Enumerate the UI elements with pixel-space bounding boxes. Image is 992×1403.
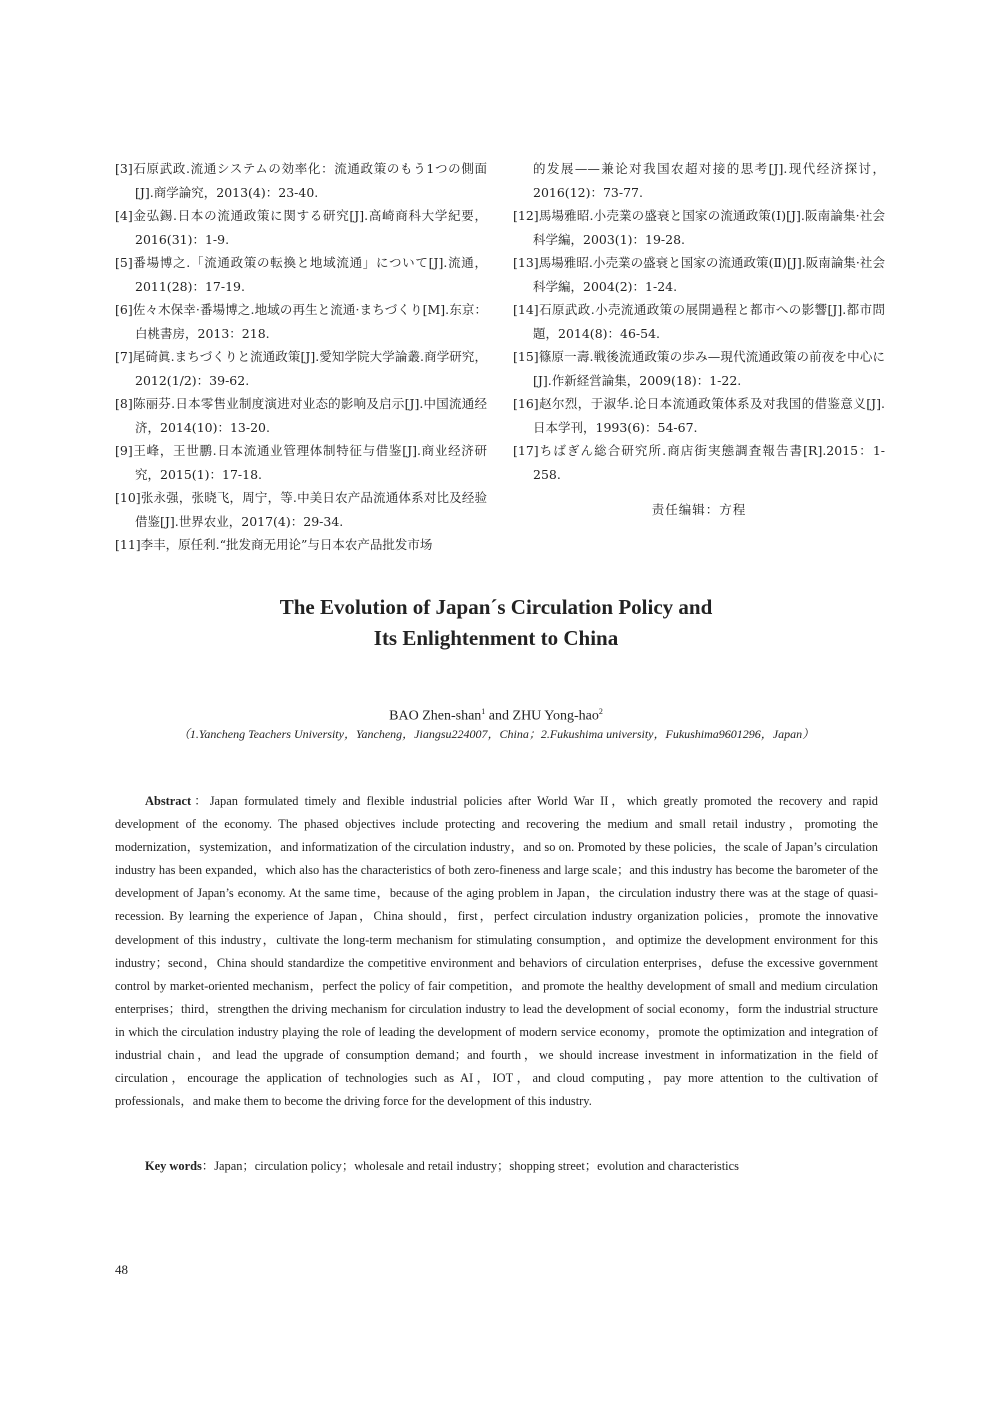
references-section [115,157,885,557]
abstract [115,790,878,1113]
paper-title [0,592,992,654]
abstract-label: Abstract [145,794,192,808]
reference-9: [9]王峰，王世鹏.日本流通业管理体制特征与借鉴[J].商业经济研究，2015(1)：17-18. [115,443,487,482]
paper-title-line-1: The Evolution of Japan´s Circulation Policy and [279,595,713,619]
reference-16: [16]赵尔烈，于淑华.论日本流通政策体系及对我国的借鉴意义[J].日本学刊，1993(6)：54-67. [513,396,885,435]
keywords-label: Key words [145,1159,202,1173]
references-left-column [115,157,487,557]
keywords-text: Japan；circulation policy；wholesale and retail industry；shopping street；evolution and characteristics [214,1159,739,1173]
reference-7: [7]尾碕眞.まちづくりと流通政策[J].愛知学院大学論叢.商学研究，2012(1/2)：39-62. [115,349,487,388]
reference-4: [4]金弘錫.日本の流通政策に関する研究[J].高崎商科大学紀要，2016(31)：1-9. [115,208,487,247]
reference-11: [11]李丰，原任利.“批发商无用论”与日本农产品批发市场 [115,537,433,552]
reference-5: [5]番場博之.「流通政策の転換と地域流通」について[J].流通，2011(28)：17-19. [115,255,487,294]
reference-14: [14]石原武政.小売流通政策の展開過程と都市への影響[J].都市問題，2014(8)：46-54. [513,302,885,341]
author-1-affil-mark: 1 [481,707,486,716]
references-right-column [513,157,885,522]
abstract-separator: ： [191,794,210,808]
authors-line [0,702,992,727]
reference-8: [8]陈丽芬.日本零售业制度演进对业态的影响及启示[J].中国流通经济，2014(10)：13-20. [115,396,487,435]
reference-3: [3]石原武政.流通システムの効率化：流通政策のもう1つの側面[J].商学論究，2013(4)：23-40. [115,161,487,200]
reference-6: [6]佐々木保幸·番場博之.地域の再生と流通·まちづくり[M].东京：白桃書房，2013：218. [115,302,487,341]
keywords [145,1155,878,1178]
reference-10: [10]张永强，张晓飞，周宁，等.中美日农产品流通体系对比及经验借鉴[J].世界农业，2017(4)：29-34. [115,490,487,529]
reference-17: [17]ちばぎん総合研究所.商店街実態調査報告書[R].2015：1-258. [513,443,885,482]
reference-11-continuation: 的发展——兼论对我国农超对接的思考[J].现代经济探讨，2016(12)：73-77. [533,161,885,200]
author-2-affil-mark: 2 [598,707,603,716]
responsible-editor: 责任编辑：方程 [651,502,747,517]
paper-title-line-2: Its Enlightenment to China [373,626,619,650]
abstract-text: Japan formulated timely and flexible industrial policies after World War II，which greatly promoted the recovery and rapid development of the economy. The phased objectives include protecting and recovering the medium and small retail industry，promoting the modernization，systemization，and informatization of the circulation industry，and so on. Promoted by these policies，the scale of Japan’s circulation industry has been expanded，which also has the characteristics of both zero-fineness and large scale；and this industry has become the barometer of the development of Japan’s economy. At the same time，because of the aging problem in Japan，the circulation industry there was at the stage of quasi-recession. By learning the experience of Japan，China should，first，perfect circulation industry organization policies，promote the innovative development of this industry，cultivate the long-term mechanism for stimulating consumption，and optimize the development environment for this industry；second，China should standardize the competitive environment and behaviors of circulation enterprises，defuse the excessive government control by market-oriented mechanism，perfect the policy of fair competition，and promote the healthy development of small and medium circulation enterprises；third，strengthen the driving mechanism for circulation industry to lead the development of social economy，form the industrial structure in which the circulation industry playing the role of leading the development of modern service economy，promote the optimization and integration of industrial chain，and lead the upgrade of consumption demand；and fourth，we should increase investment in informatization in the field of circulation，encourage the application of technologies such as AI，IOT，and cloud computing，pay more attention to the cultivation of professionals，and make them to become the driving force for the development of this industry. [115,794,879,1109]
reference-12: [12]馬場雅昭.小売業の盛衰と国家の流通政策(Ⅰ)[J].阪南論集·社会科学編，2003(1)：19-28. [513,208,885,247]
authors-and: and [485,708,513,724]
author-1: BAO Zhen-shan [389,708,482,724]
keywords-separator: ： [201,1159,215,1173]
reference-15: [15]篠原一壽.戦後流通政策の歩み—現代流通政策の前夜を中心に[J].作新経営論集，2009(18)：1-22. [513,349,885,388]
reference-13: [13]馬場雅昭.小売業の盛衰と国家の流通政策(Ⅱ)[J].阪南論集·社会科学編，2004(2)：1-24. [513,255,885,294]
page-number: 48 [115,1262,128,1277]
author-2: ZHU Yong-hao [512,708,599,724]
affiliations: （1.Yancheng Teachers University，Yancheng，Jiangsu224007，China；2.Fukushima university，Fukushima9601296，Japan） [177,727,815,741]
